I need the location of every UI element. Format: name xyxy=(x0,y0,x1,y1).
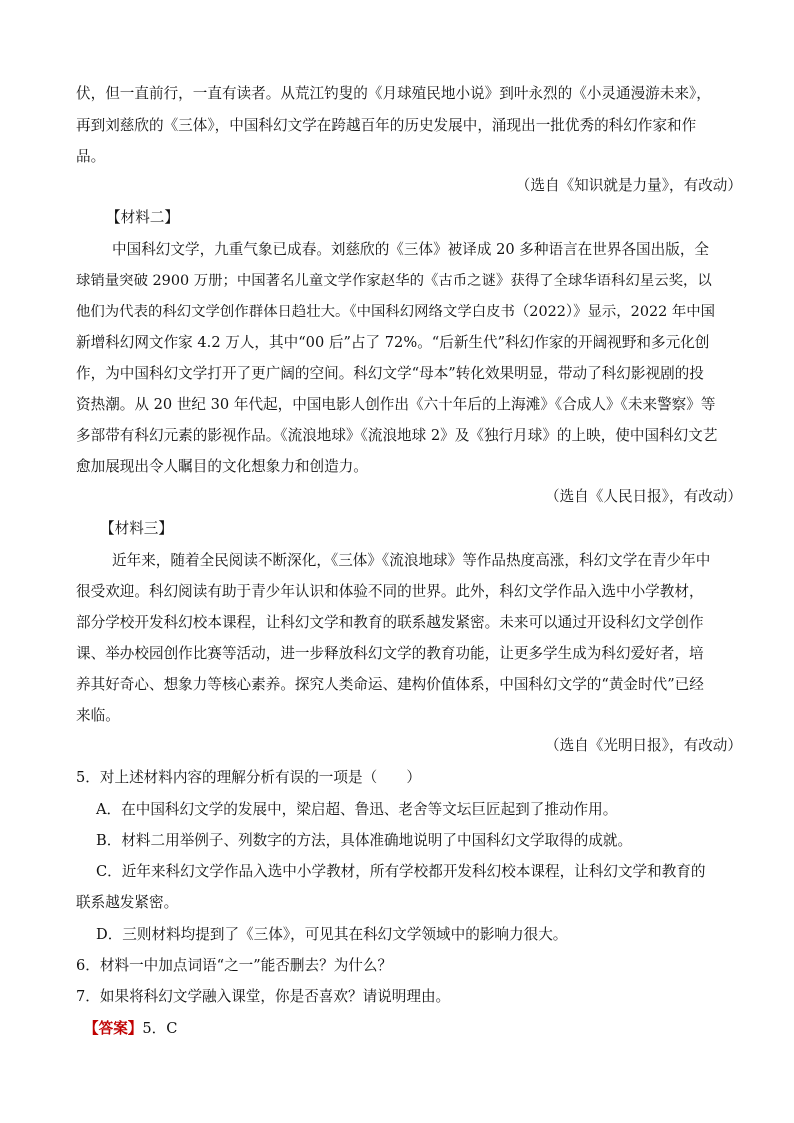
material1-line-2: 再到刘慈欣的《三体》，中国科幻文学在跨越百年的历史发展中，涌现出一批优秀的科幻作家和作 xyxy=(76,117,697,134)
question-5-option-a: A．在中国科幻文学的发展中，梁启超、鲁迅、老舍等文坛巨匠起到了推动作用。 xyxy=(96,801,618,818)
material2-heading: 【材料二】 xyxy=(106,209,179,226)
question-5-option-d: D．三则材料均提到了《三体》，可见其在科幻文学领域中的影响力很大。 xyxy=(96,926,568,943)
material2-line-2: 球销量突破 2900 万册；中国著名儿童文学作家赵华的《古币之谜》获得了全球华语科幻星云奖，以 xyxy=(76,273,712,289)
material1-line-1: 伏，但一直前行，一直有读者。从荒江钓叟的《月球殖民地小说》到叶永烈的《小灵通漫游未来》， xyxy=(76,85,711,102)
material2-line-8: 愈加展现出令人瞩目的文化想象力和创造力。 xyxy=(76,458,368,475)
material3-heading: 【材料三】 xyxy=(100,520,173,537)
answer-value: 5．C xyxy=(142,1020,178,1037)
material3-line-6: 来临。 xyxy=(76,707,120,724)
question-5-option-b: B．材料二用举例子、列数字的方法，具体准确地说明了中国科幻文学取得的成就。 xyxy=(96,832,633,849)
question-5-option-c: C．近年来科幻文学作品入选中小学教材，所有学校都开发科幻校本课程，让科幻文学和教育的 xyxy=(96,863,706,880)
question-6: 6．材料一中加点词语“之一”能否删去？为什么？ xyxy=(76,957,393,974)
answer-label: 【答案】 xyxy=(84,1020,143,1037)
material2-line-4: 新增科幻网文作家 4.2 万人，其中“00 后”占了 72%。“后新生代”科幻作家的开阔视野和多元化创 xyxy=(76,334,710,351)
question-5: 5．对上述材料内容的理解分析有误的一项是（ ） xyxy=(76,769,421,786)
material2-line-5: 作，为中国科幻文学打开了更广阔的空间。科幻文学“母本”转化效果明显，带动了科幻影视剧的投 xyxy=(76,365,704,382)
material3-line-4: 课、举办校园创作比赛等活动，进一步释放科幻文学的教育功能，让更多学生成为科幻爱好者，培 xyxy=(76,645,704,662)
material3-source: （选自《光明日报》，有改动） xyxy=(544,737,742,754)
material2-line-7: 多部带有科幻元素的影视作品。《流浪地球》《流浪地球 2》及《独行月球》的上映，使中国科幻文艺 xyxy=(76,427,718,444)
material2-line-1: 中国科幻文学，九重气象已成春。刘慈欣的《三体》被译成 20 多种语言在世界各国出版，全 xyxy=(112,241,710,258)
material1-source: （选自《知识就是力量》，有改动） xyxy=(515,177,742,194)
answer-line xyxy=(84,1019,177,1039)
material3-line-3: 部分学校开发科幻校本课程，让科幻文学和教育的联系越发紧密。未来可以通过开设科幻文学创作 xyxy=(76,614,704,631)
material3-line-5: 养其好奇心、想象力等核心素养。探究人类命运、建构价值体系，中国科幻文学的“黄金时代”已经 xyxy=(76,676,704,693)
material2-source: （选自《人民日报》，有改动） xyxy=(544,488,742,505)
material2-line-6: 资热潮。从 20 世纪 30 年代起，中国电影人创作出《六十年后的上海滩》《合成人》《未来警察》等 xyxy=(76,396,716,413)
material3-line-1: 近年来，随着全民阅读不断深化，《三体》《流浪地球》等作品热度高涨，科幻文学在青少年中 xyxy=(112,552,711,569)
question-5-option-c-continued: 联系越发紧密。 xyxy=(76,894,179,911)
material1-line-3: 品。 xyxy=(76,148,106,165)
material3-line-2: 很受欢迎。科幻阅读有助于青少年认识和体验不同的世界。此外，科幻文学作品入选中小学教材， xyxy=(76,583,704,600)
material2-line-3: 他们为代表的科幻文学创作群体日趋壮大。《中国科幻网络文学白皮书（2022）》显示，2022 年中国 xyxy=(76,304,716,320)
question-7: 7．如果将科幻文学融入课堂，你是否喜欢？请说明理由。 xyxy=(76,988,451,1005)
